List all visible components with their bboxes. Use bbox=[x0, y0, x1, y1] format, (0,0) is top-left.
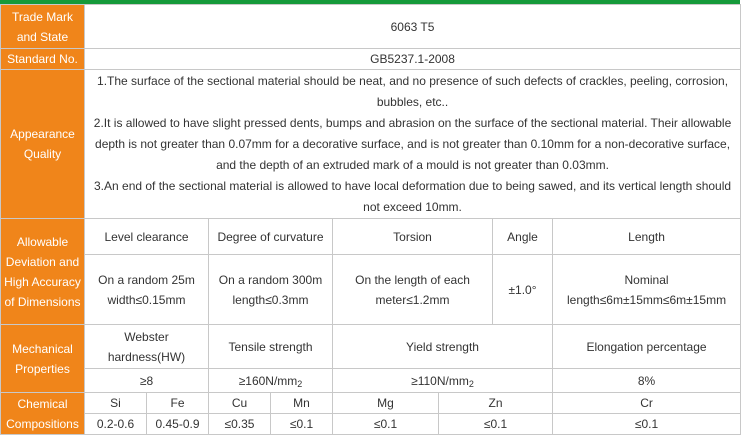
appearance-line-1: 1.The surface of the sectional material should be neat, and no presence of such defects of crackles, peeling, corrosion, bubbles, etc.. bbox=[97, 73, 729, 109]
row-chemical-values bbox=[1, 414, 741, 435]
value-mn: ≤0.1 bbox=[271, 414, 333, 435]
row-standard bbox=[1, 49, 741, 70]
element-mg: Mg bbox=[333, 393, 439, 414]
trade-mark-label: Trade Mark and State bbox=[1, 5, 85, 49]
value-elongation: 8% bbox=[553, 369, 741, 393]
standard-value: GB5237.1-2008 bbox=[85, 49, 741, 70]
value-cr: ≤0.1 bbox=[553, 414, 741, 435]
value-fe: 0.45-0.9 bbox=[147, 414, 209, 435]
element-si: Si bbox=[85, 393, 147, 414]
value-mg: ≤0.1 bbox=[333, 414, 439, 435]
value-tensile-strength bbox=[209, 369, 333, 393]
spec-table bbox=[0, 4, 741, 435]
header-length: Length bbox=[553, 219, 741, 255]
trade-mark-value: 6063 T5 bbox=[85, 5, 741, 49]
deviation-label: Allowable Deviation and High Accuracy of Dimensions bbox=[1, 219, 85, 325]
header-tensile-strength: Tensile strength bbox=[209, 325, 333, 369]
value-webster-hardness: ≥8 bbox=[85, 369, 209, 393]
element-zn: Zn bbox=[439, 393, 553, 414]
tensile-unit-sub: 2 bbox=[297, 378, 303, 389]
header-angle: Angle bbox=[493, 219, 553, 255]
header-webster-hardness: Webster hardness(HW) bbox=[85, 325, 209, 369]
row-mechanical-values bbox=[1, 369, 741, 393]
row-deviation-values bbox=[1, 255, 741, 325]
header-yield-strength: Yield strength bbox=[333, 325, 553, 369]
yield-unit-sub: 2 bbox=[468, 378, 474, 389]
row-trade-mark bbox=[1, 5, 741, 49]
header-degree-of-curvature: Degree of curvature bbox=[209, 219, 333, 255]
element-cr: Cr bbox=[553, 393, 741, 414]
header-level-clearance: Level clearance bbox=[85, 219, 209, 255]
appearance-line-2: 2.It is allowed to have slight pressed dents, bumps and abrasion on the surface of the sectional material. Their allowable depth is not greater than 0.07mm for a decorative surface, and is not greater than 0.10mm for a non-decorative surface, and the depth of an extruded mark of a mould is not greater than 0.03mm. bbox=[93, 115, 732, 172]
row-chemical-elements bbox=[1, 393, 741, 414]
value-si: 0.2-0.6 bbox=[85, 414, 147, 435]
element-mn: Mn bbox=[271, 393, 333, 414]
row-appearance bbox=[1, 70, 741, 219]
value-level-clearance: On a random 25m width≤0.15mm bbox=[85, 255, 209, 325]
row-deviation-headers bbox=[1, 219, 741, 255]
element-cu: Cu bbox=[209, 393, 271, 414]
tensile-value: ≥160N/mm bbox=[238, 373, 298, 388]
value-cu: ≤0.35 bbox=[209, 414, 271, 435]
value-angle: ±1.0° bbox=[493, 255, 553, 325]
chemical-label: Chemical Compositions bbox=[1, 393, 85, 435]
mechanical-label: Mechanical Properties bbox=[1, 325, 85, 393]
appearance-label: Appearance Quality bbox=[1, 70, 85, 219]
value-degree-of-curvature: On a random 300m length≤0.3mm bbox=[209, 255, 333, 325]
header-torsion: Torsion bbox=[333, 219, 493, 255]
value-torsion: On the length of each meter≤1.2mm bbox=[333, 255, 493, 325]
yield-value: ≥110N/mm bbox=[411, 373, 469, 388]
standard-label: Standard No. bbox=[1, 49, 85, 70]
element-fe: Fe bbox=[147, 393, 209, 414]
value-length: Nominal length≤6m±15mm≤6m±15mm bbox=[553, 255, 741, 325]
value-zn: ≤0.1 bbox=[439, 414, 553, 435]
appearance-text bbox=[85, 70, 741, 219]
row-mechanical-headers bbox=[1, 325, 741, 369]
value-yield-strength bbox=[333, 369, 553, 393]
header-elongation: Elongation percentage bbox=[553, 325, 741, 369]
appearance-line-3: 3.An end of the sectional material is allowed to have local deformation due to being sawed, and its vertical length should not exceed 10mm. bbox=[94, 178, 732, 214]
